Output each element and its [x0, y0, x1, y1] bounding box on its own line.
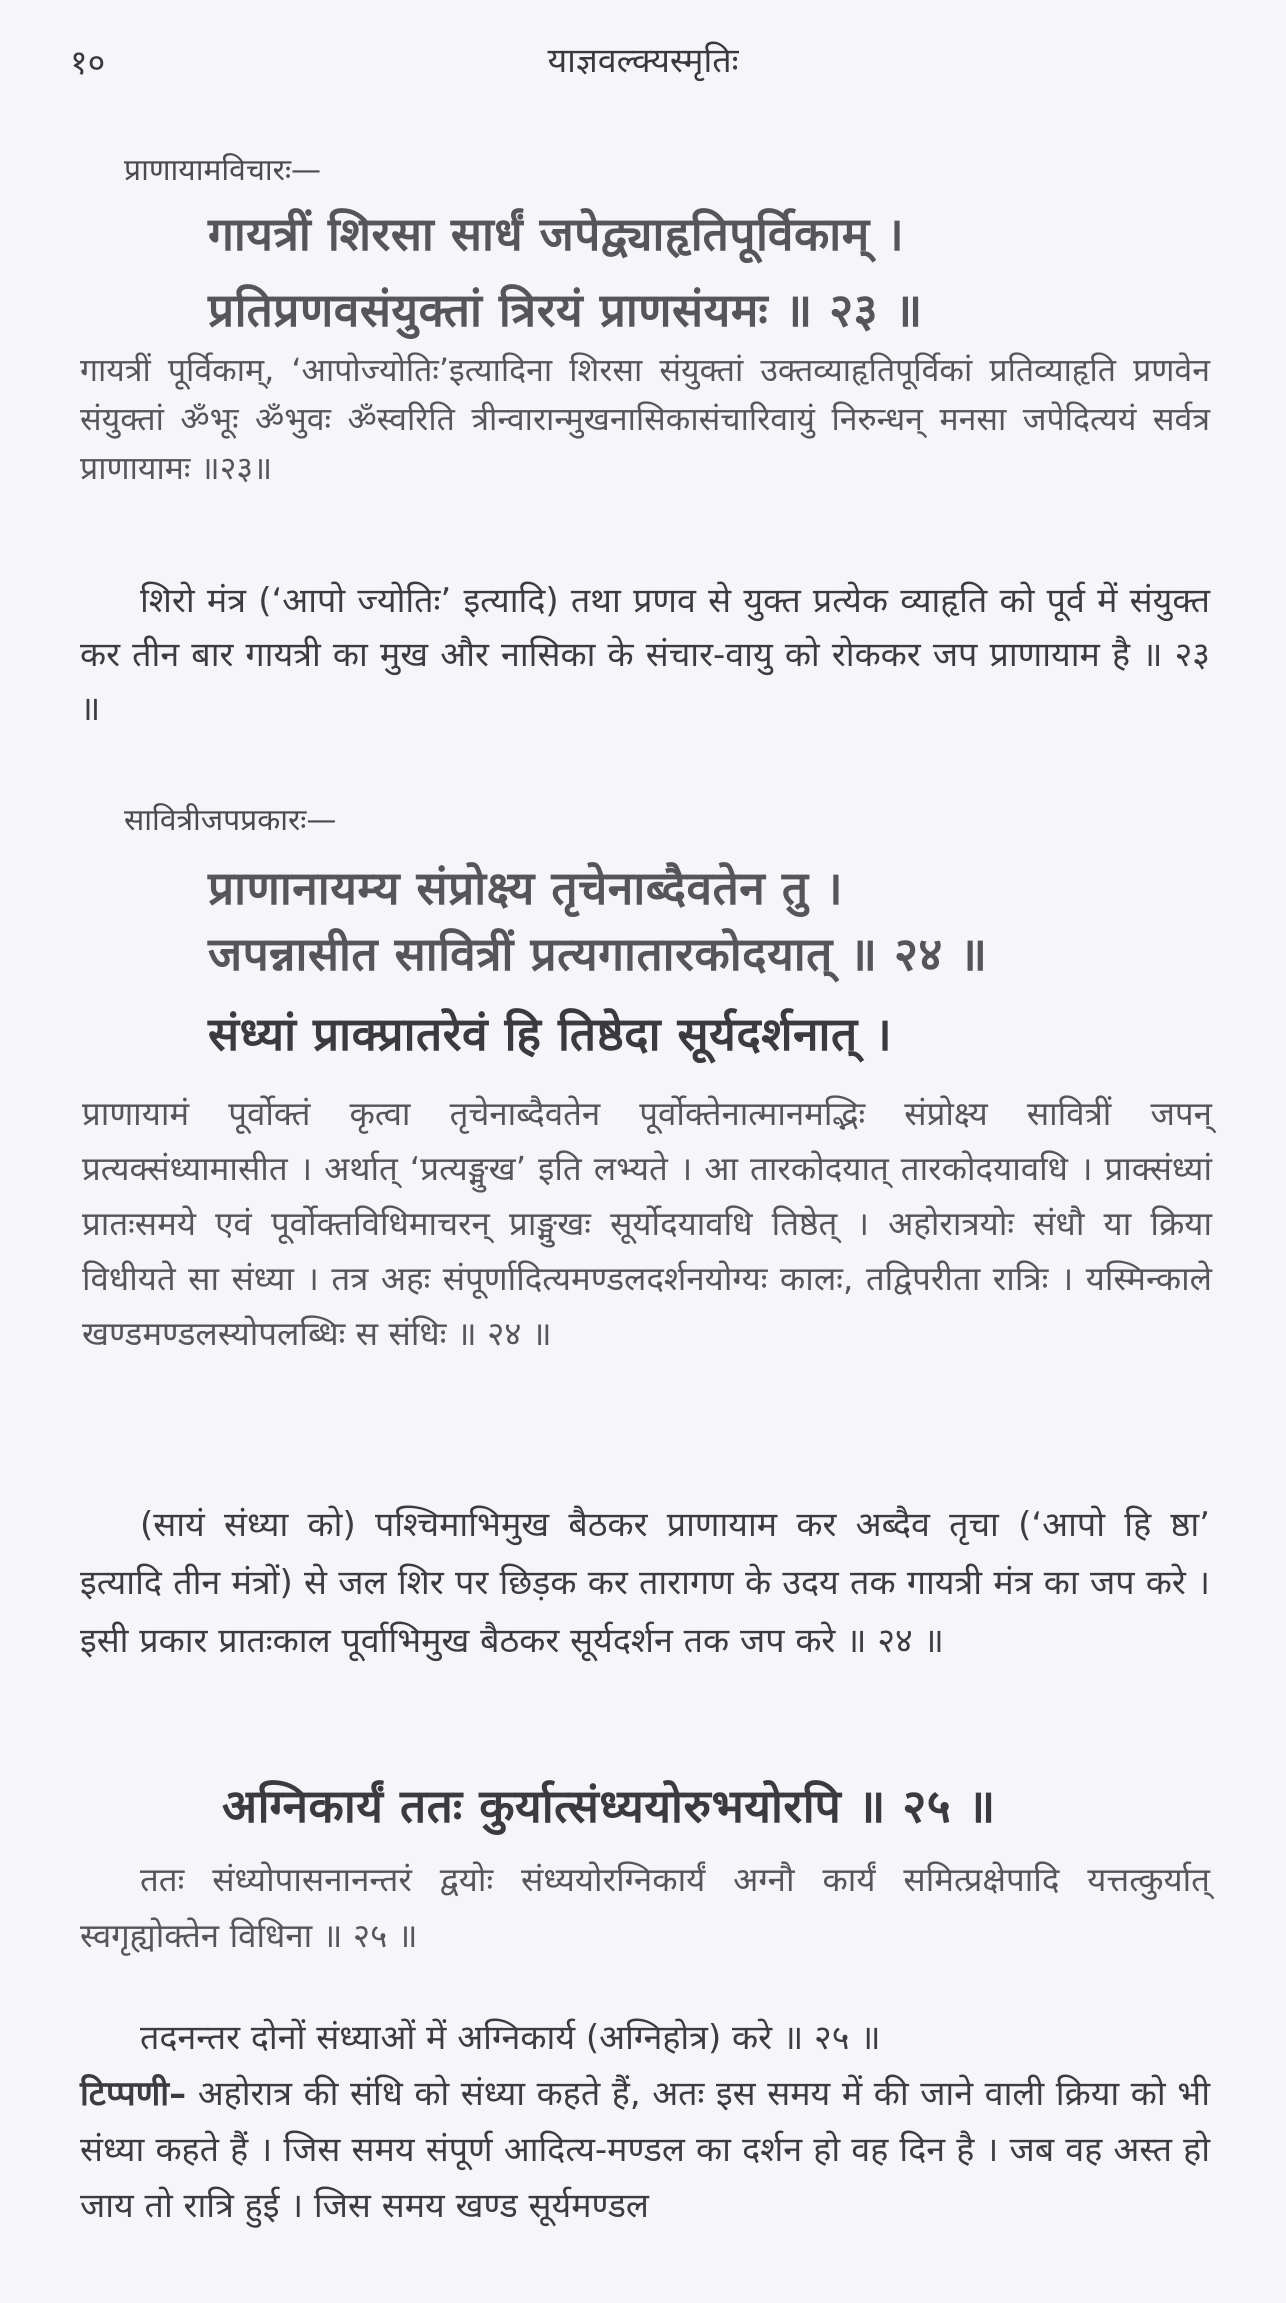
note-label: टिप्पणी– — [80, 2074, 187, 2114]
note-text: अहोरात्र की संधि को संध्या कहते हैं, अतः इस समय में की जाने वाली क्रिया को भी संध्या कहते हैं । जिस समय संपूर्ण आदित्य-मण्डल का दर्शन हो वह दिन है । जब वह अस्त हो जाय तो रात्रि हुई । जिस समय खण्ड सूर्यमण्डल — [80, 2074, 1210, 2226]
verse-24-line-3: संध्यां प्राक्प्रातरेवं हि तिष्ठेदा सूर्यदर्शनात् । — [208, 1007, 893, 1061]
verse-23-line-1: गायत्रीं शिरसा सार्धं जपेद्व्याहृतिपूर्विकाम् । — [208, 207, 905, 261]
hindi-text-25: तदनन्तर दोनों संध्याओं में अग्निकार्य (अग्निहोत्र) करे ॥ २५ ॥ — [140, 2018, 881, 2058]
hindi-translation-25 — [80, 2010, 1210, 2234]
running-title: याज्ञवल्क्यस्मृतिः — [547, 41, 739, 81]
hindi-translation-23: शिरो मंत्र (‘आपो ज्योतिः’ इत्यादि) तथा प्रणव से युक्त प्रत्येक व्याहृति को पूर्व में संयुक्त कर तीन बार गायत्री का मुख और नासिका के संचार-वायु को रोककर जप प्राणायाम है ॥ २३ ॥ — [80, 581, 1210, 729]
section-heading-pranayama: प्राणायामविचारः— — [124, 153, 322, 188]
verse-25-line-1: अग्निकार्यं ततः कुर्यात्संध्ययोरुभयोरपि ॥ २५ ॥ — [222, 1779, 996, 1833]
sanskrit-commentary-25: ततः संध्योपासनानन्तरं द्वयोः संध्ययोरग्निकार्यं अग्नौ कार्यं समित्प्रक्षेपादि यत्तत्कुर्यात् स्वगृह्योक्तेन विधिना ॥ २५ ॥ — [80, 1860, 1210, 1955]
verse-23-line-2: प्रतिप्रणवसंयुक्तां त्रिरयं प्राणसंयमः ॥ २३ ॥ — [208, 283, 923, 337]
page-number: १० — [70, 43, 106, 83]
verse-24-line-2: जपन्नासीत सावित्रीं प्रत्यगातारकोदयात् ॥ २४ ॥ — [208, 927, 988, 981]
sanskrit-commentary-24: प्राणायामं पूर्वोक्तं कृत्वा तृचेनाब्दैवतेन पूर्वोक्तेनात्मानमद्भिः संप्रोक्ष्य सावित्रीं जपन् प्रत्यक्संध्यामासीत । अर्थात् ‘प्रत्यङ्मुख’ इति लभ्यते । आ तारकोदयात् तारकोदयावधि । प्राक्संध्यां प्रातःसमये एवं पूर्वोक्तविधिमाचरन् प्राङ्मुखः सूर्योदयावधि तिष्ठेत् । अहोरात्रयोः संधौ या क्रिया विधीयते सा संध्या । तत्र अहः संपूर्णादित्यमण्डलदर्शनयोग्यः कालः, तद्विपरीता रात्रिः । यस्मिन्काले खण्डमण्डलस्योपलब्धिः स संधिः ॥ २४ ॥ — [82, 1094, 1212, 1353]
sanskrit-commentary-23: गायत्रीं पूर्विकाम्, ‘आपोज्योतिः’इत्यादिना शिरसा संयुक्तां उक्तव्याहृतिपूर्विकां प्रतिव्याहृति प्रणवेन संयुक्तां ॐभूः ॐभुवः ॐस्वरिति त्रीन्वारान्मुखनासिकासंचारिवायुं निरुन्धन् मनसा जपेदित्ययं सर्वत्र प्राणायामः ॥२३॥ — [80, 351, 1210, 487]
verse-24-line-1: प्राणानायम्य संप्रोक्ष्य तृचेनाब्दैवतेन तु । — [208, 861, 844, 915]
section-heading-savitri-japa: सावित्रीजपप्रकारः— — [124, 803, 337, 838]
hindi-translation-24: (सायं संध्या को) पश्चिमाभिमुख बैठकर प्राणायाम कर अब्दैव तृचा (‘आपो हि ष्ठा’ इत्यादि तीन मंत्रों) से जल शिर पर छिड़क कर तारागण के उदय तक गायत्री मंत्र का जप करे । इसी प्रकार प्रातःकाल पूर्वाभिमुख बैठकर सूर्यदर्शन तक जप करे ॥ २४ ॥ — [80, 1505, 1210, 1661]
